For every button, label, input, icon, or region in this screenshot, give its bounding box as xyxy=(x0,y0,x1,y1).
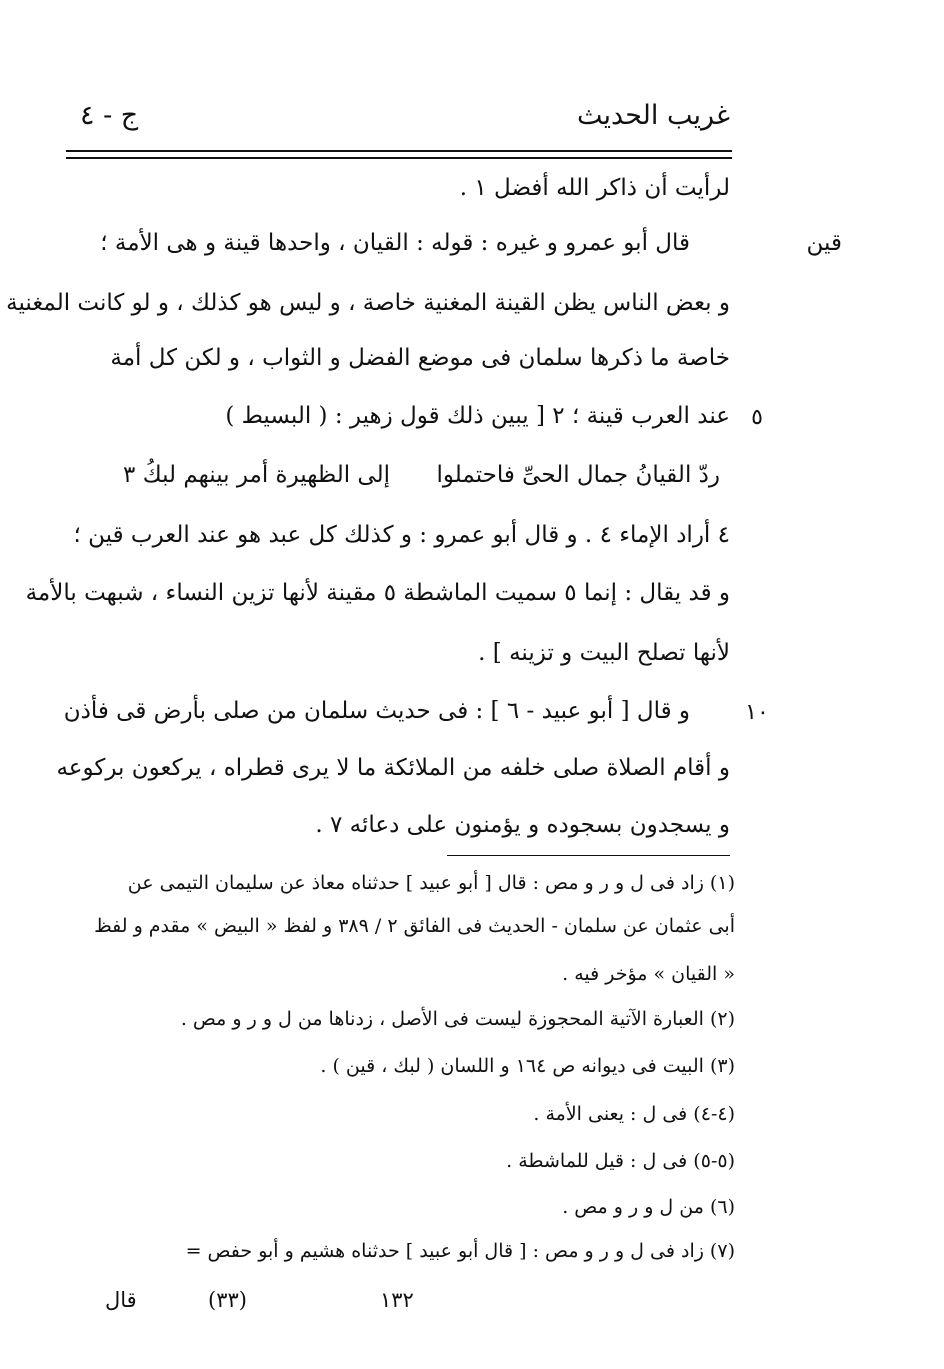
text-line: لأنها تصلح البيت و تزينه ] . xyxy=(478,640,730,666)
text-line: و قد يقال : إنما ٥ سميت الماشطة ٥ مقينة لأنها تزين النساء ، شبهت بالأمة xyxy=(25,580,730,606)
line-number-10: ١٠ xyxy=(745,700,769,725)
verse-second-hemistich: إلى الظهيرة أمر بينهم لبكُ ٣ xyxy=(123,462,390,488)
book-title: غريب الحديث xyxy=(577,100,730,131)
text-line: و أقام الصلاة صلى خلفه من الملائكة ما لا يرى قطراه ، يركعون بركوعه xyxy=(56,755,730,781)
footnote-line: « القيان » مؤخر فيه . xyxy=(562,963,735,985)
footnote-line: (٥-٥) فى ل : قيل للماشطة . xyxy=(506,1150,735,1172)
text-line: خاصة ما ذكرها سلمان فى موضع الفضل و الثواب ، و لكن كل أمة xyxy=(110,345,730,371)
running-header xyxy=(80,100,730,144)
text-line: و قال [ أبو عبيد - ٦ ] : فى حديث سلمان من صلى بأرض قى فأذن xyxy=(63,698,690,724)
signature-mark: (٣٣) xyxy=(208,1288,247,1312)
page-number: ١٣٢ xyxy=(380,1288,414,1312)
volume-number: ج - ٤ xyxy=(80,100,139,131)
text-line: و يسجدون بسجوده و يؤمنون على دعائه ٧ . xyxy=(315,812,730,838)
footnote-line: (٤-٤) فى ل : يعنى الأمة . xyxy=(533,1103,735,1125)
footnote-line: (١) زاد فى ل و ر و مص : قال [ أبو عبيد ] حدثناه معاذ عن سليمان التيمى عن xyxy=(127,872,735,894)
line-number-5: ٥ xyxy=(751,405,763,430)
text-line: لرأيت أن ذاكر الله أفضل ١ . xyxy=(459,175,730,201)
footnote-line: (٦) من ل و ر و مص . xyxy=(562,1196,735,1218)
footnote-line: (٧) زاد فى ل و ر و مص : [ قال أبو عبيد ] حدثناه هشيم و أبو حفص = xyxy=(185,1240,735,1262)
verse-first-hemistich: ردّ القيانُ جمال الحىِّ فاحتملوا xyxy=(436,462,720,488)
page-footer xyxy=(80,1288,730,1324)
footnote-separator xyxy=(447,855,730,856)
margin-headword: قين xyxy=(806,230,842,256)
text-line: قال أبو عمرو و غيره : قوله : القيان ، واحدها قينة و هى الأمة ؛ xyxy=(100,230,690,256)
footnote-line: (٣) البيت فى ديوانه ص ١٦٤ و اللسان ( لبك ، قين ) . xyxy=(320,1055,735,1077)
footnote-line: أبى عثمان عن سلمان - الحديث فى الفائق ٢ / ٣٨٩ و لفظ « البيض » مقدم و لفظ xyxy=(94,915,735,937)
header-rule-bottom xyxy=(66,157,732,159)
catchword: قال xyxy=(105,1288,137,1312)
text-line: ٤ أراد الإماء ٤ . و قال أبو عمرو : و كذلك كل عبد هو عند العرب قين ؛ xyxy=(73,522,730,548)
text-line: عند العرب قينة ؛ ٢ [ يبين ذلك قول زهير : ( البسيط ) xyxy=(225,403,730,429)
footnote-line: (٢) العبارة الآتية المحجوزة ليست فى الأصل ، زدناها من ل و ر و مص . xyxy=(180,1008,735,1030)
text-line: و بعض الناس يظن القينة المغنية خاصة ، و ليس هو كذلك ، و لو كانت المغنية xyxy=(6,290,730,316)
header-rule-top xyxy=(66,150,732,152)
